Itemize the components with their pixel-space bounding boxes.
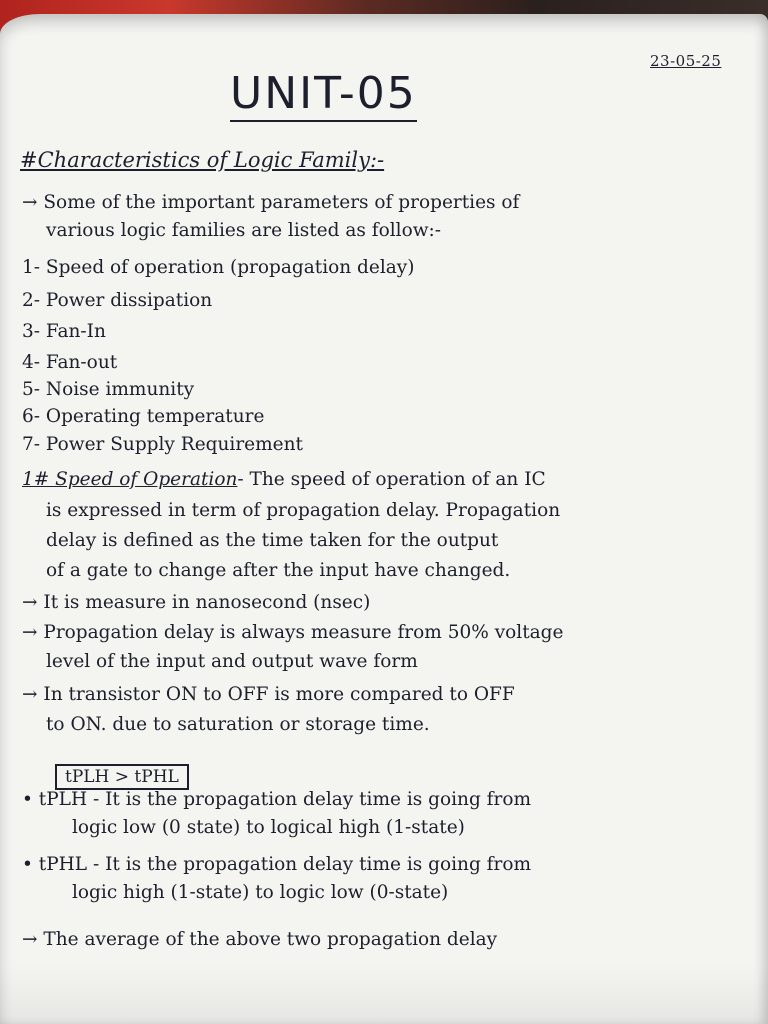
bullet-tphl-cont: logic high (1-state) to logic low (0-state) [72,882,449,903]
list-item-3: 3- Fan-In [22,321,106,342]
section1-line-4: of a gate to change after the input have changed. [46,560,511,581]
point-1: → It is measure in nanosecond (nsec) [22,592,371,613]
page-title: UNIT-05 [230,68,417,122]
inequality-box: tPLH > tPHL [55,764,189,790]
list-item-6: 6- Operating temperature [22,406,265,427]
point-2-cont: level of the input and output wave form [46,651,418,672]
section1-line-1: - The speed of operation of an IC [237,469,546,490]
notebook-page [0,14,768,1024]
list-item-4: 4- Fan-out [22,352,118,373]
heading-text: #Characteristics of Logic Family:- [20,148,385,172]
date: 23-05-25 [650,52,722,70]
last-line: → The average of the above two propagation delay [22,929,498,950]
section1-first-line [22,469,546,490]
point-2: → Propagation delay is always measure from 50% voltage [22,622,564,643]
list-item-1: 1- Speed of operation (propagation delay) [22,257,415,278]
section1-line-3: delay is defined as the time taken for the output [46,530,499,551]
point-3-cont: to ON. due to saturation or storage time. [46,714,430,735]
intro-line-2: various logic families are listed as follow:- [46,220,442,241]
list-item-7: 7- Power Supply Requirement [22,434,303,455]
section-heading [20,148,384,172]
section1-label: 1# Speed of Operation [22,469,238,490]
list-item-2: 2- Power dissipation [22,290,213,311]
point-3: → In transistor ON to OFF is more compared to OFF [22,684,515,705]
bullet-tplh: • tPLH - It is the propagation delay time is going from [22,789,532,810]
bullet-tphl: • tPHL - It is the propagation delay time is going from [22,854,532,875]
list-item-5: 5- Noise immunity [22,379,195,400]
intro-line-1: → Some of the important parameters of properties of [22,192,520,213]
section1-line-2: is expressed in term of propagation delay. Propagation [46,500,561,521]
bullet-tplh-cont: logic low (0 state) to logical high (1-state) [72,817,465,838]
